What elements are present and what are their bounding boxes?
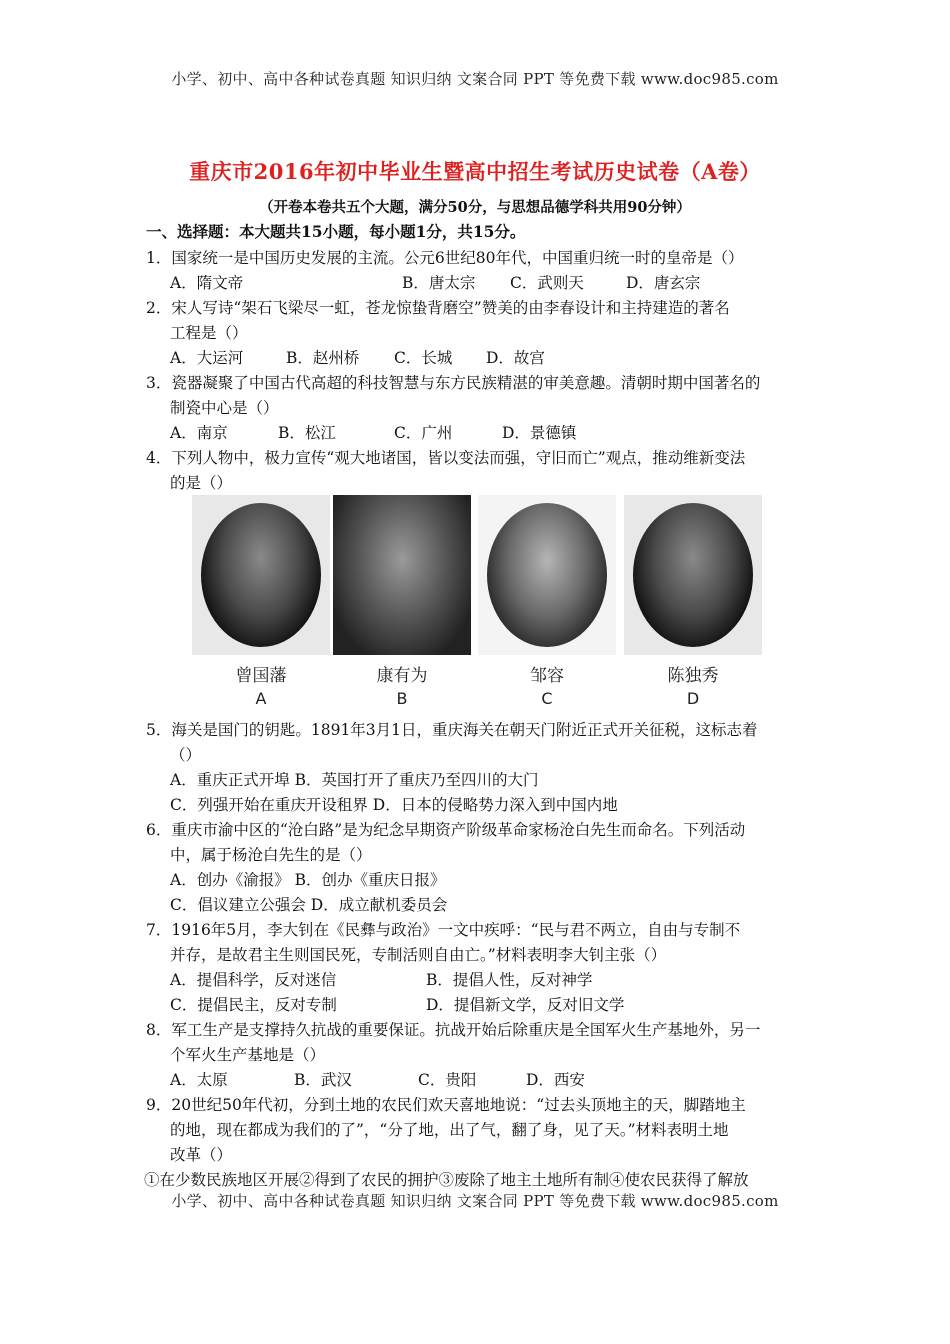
question-7-options-ab bbox=[170, 968, 810, 990]
option-d: D．故宫 bbox=[486, 349, 545, 367]
option-d: D．景德镇 bbox=[502, 424, 577, 442]
portrait-photo bbox=[333, 495, 471, 655]
option-a: A．太原 bbox=[170, 1071, 228, 1089]
option-b: B．武汉 bbox=[294, 1071, 352, 1089]
portrait-b-letter: B bbox=[396, 689, 408, 708]
portrait-b bbox=[333, 495, 471, 655]
option-d: D．提倡新文学，反对旧文学 bbox=[426, 996, 625, 1014]
option-c: C．广州 bbox=[394, 424, 453, 442]
portrait-d-name: 陈独秀 bbox=[667, 666, 719, 686]
option-c: C．长城 bbox=[394, 349, 453, 367]
option-c: C．提倡民主，反对专制 bbox=[170, 996, 337, 1014]
question-9-stem-cont2: 改革（） bbox=[170, 1146, 233, 1164]
option-a: A．隋文帝 bbox=[170, 274, 244, 292]
question-7-stem-cont: 并存，是故君主生则国民死，专制活则自由亡。”材料表明李大钊主张（） bbox=[170, 946, 667, 964]
question-6-options-cd: C．倡议建立公强会 D．成立献机委员会 bbox=[170, 896, 448, 914]
question-4-portraits bbox=[192, 495, 762, 715]
option-b: B．提倡人性，反对神学 bbox=[426, 971, 593, 989]
question-5-options-ab: A．重庆正式开埠 B．英国打开了重庆乃至四川的大门 bbox=[170, 771, 539, 789]
question-3-options bbox=[170, 421, 810, 443]
portrait-photo bbox=[487, 503, 607, 647]
exam-title: 重庆市2016年初中毕业生暨高中招生考试历史试卷（A卷） bbox=[189, 159, 761, 184]
question-8-stem-cont: 个军火生产基地是（） bbox=[170, 1046, 326, 1064]
option-a: A．大运河 bbox=[170, 349, 244, 367]
question-6-options-ab: A．创办《渝报》 B．创办《重庆日报》 bbox=[170, 871, 446, 889]
question-9-stem: 9．20世纪50年代初，分到土地的农民们欢天喜地地说：“过去头顶地主的天，脚踏地主 bbox=[146, 1096, 746, 1114]
portrait-photo bbox=[201, 503, 321, 647]
question-8-stem: 8．军工生产是支撑持久抗战的重要保证。抗战开始后除重庆是全国军火生产基地外，另一 bbox=[146, 1021, 761, 1039]
portrait-a-name: 曾国藩 bbox=[235, 666, 287, 686]
question-7-options-cd bbox=[170, 993, 810, 1015]
question-7-stem: 7．1916年5月，李大钊在《民彝与政治》一文中疾呼：“民与君不两立，自由与专制不 bbox=[146, 921, 741, 939]
question-2-stem-cont: 工程是（） bbox=[170, 324, 248, 342]
question-3-stem-cont: 制瓷中心是（） bbox=[170, 399, 279, 417]
option-d: D．唐玄宗 bbox=[626, 274, 701, 292]
option-a: A．南京 bbox=[170, 424, 228, 442]
question-9-stem-cont: 的地，现在都成为我们的了”，“分了地，出了气，翻了身，见了天。”材料表明土地 bbox=[170, 1121, 729, 1139]
portrait-d bbox=[624, 495, 762, 655]
portrait-a-letter: A bbox=[255, 689, 267, 708]
option-c: C．武则天 bbox=[510, 274, 584, 292]
page-footer: 小学、初中、高中各种试卷真题 知识归纳 文案合同 PPT 等免费下载 www.doc985.com bbox=[171, 1192, 779, 1210]
question-2-stem: 2．宋人写诗“架石飞梁尽一虹，苍龙惊蛰背磨空”赞美的由李春设计和主持建造的著名 bbox=[146, 299, 730, 317]
option-a: A．提倡科学，反对迷信 bbox=[170, 971, 337, 989]
question-6-stem-cont: 中，属于杨沧白先生的是（） bbox=[170, 846, 372, 864]
question-9-items: ①在少数民族地区开展②得到了农民的拥护③废除了地主土地所有制④使农民获得了解放 bbox=[144, 1171, 749, 1189]
portrait-c-letter: C bbox=[541, 689, 553, 708]
page-header: 小学、初中、高中各种试卷真题 知识归纳 文案合同 PPT 等免费下载 www.doc985.com bbox=[171, 70, 779, 88]
portrait-a bbox=[192, 495, 330, 655]
section-heading: 一、选择题：本大题共15小题，每小题1分，共15分。 bbox=[146, 222, 526, 241]
option-c: C．贵阳 bbox=[418, 1071, 477, 1089]
portrait-c-name: 邹容 bbox=[530, 666, 564, 686]
option-d: D．西安 bbox=[526, 1071, 585, 1089]
question-5-stem: 5．海关是国门的钥匙。1891年3月1日，重庆海关在朝天门附近正式开关征税，这标志着 bbox=[146, 721, 758, 739]
portrait-c bbox=[478, 495, 616, 655]
question-8-options bbox=[170, 1068, 810, 1090]
option-b: B．松江 bbox=[278, 424, 336, 442]
question-5-stem-cont: （） bbox=[170, 746, 202, 764]
portrait-d-letter: D bbox=[686, 689, 700, 708]
question-6-stem: 6．重庆市渝中区的“沧白路”是为纪念早期资产阶级革命家杨沧白先生而命名。下列活动 bbox=[146, 821, 746, 839]
question-5-options-cd: C．列强开始在重庆开设租界 D．日本的侵略势力深入到中国内地 bbox=[170, 796, 618, 814]
question-4-stem: 4．下列人物中，极力宣传“观大地诸国，皆以变法而强，守旧而亡”观点，推动维新变法 bbox=[146, 449, 746, 467]
question-3-stem: 3．瓷器凝聚了中国古代高超的科技智慧与东方民族精湛的审美意趣。清朝时期中国著名的 bbox=[146, 374, 761, 392]
exam-subtitle: （开卷本卷共五个大题，满分50分，与思想品德学科共用90分钟） bbox=[259, 199, 691, 216]
option-b: B．唐太宗 bbox=[402, 274, 476, 292]
portrait-photo bbox=[633, 503, 753, 647]
question-1-options bbox=[170, 271, 810, 293]
question-2-options bbox=[170, 346, 810, 368]
portrait-b-name: 康有为 bbox=[376, 666, 428, 686]
question-1-stem: 1．国家统一是中国历史发展的主流。公元6世纪80年代，中国重归统一时的皇帝是（） bbox=[146, 249, 744, 267]
option-b: B．赵州桥 bbox=[286, 349, 360, 367]
question-4-stem-cont: 的是（） bbox=[170, 474, 233, 492]
